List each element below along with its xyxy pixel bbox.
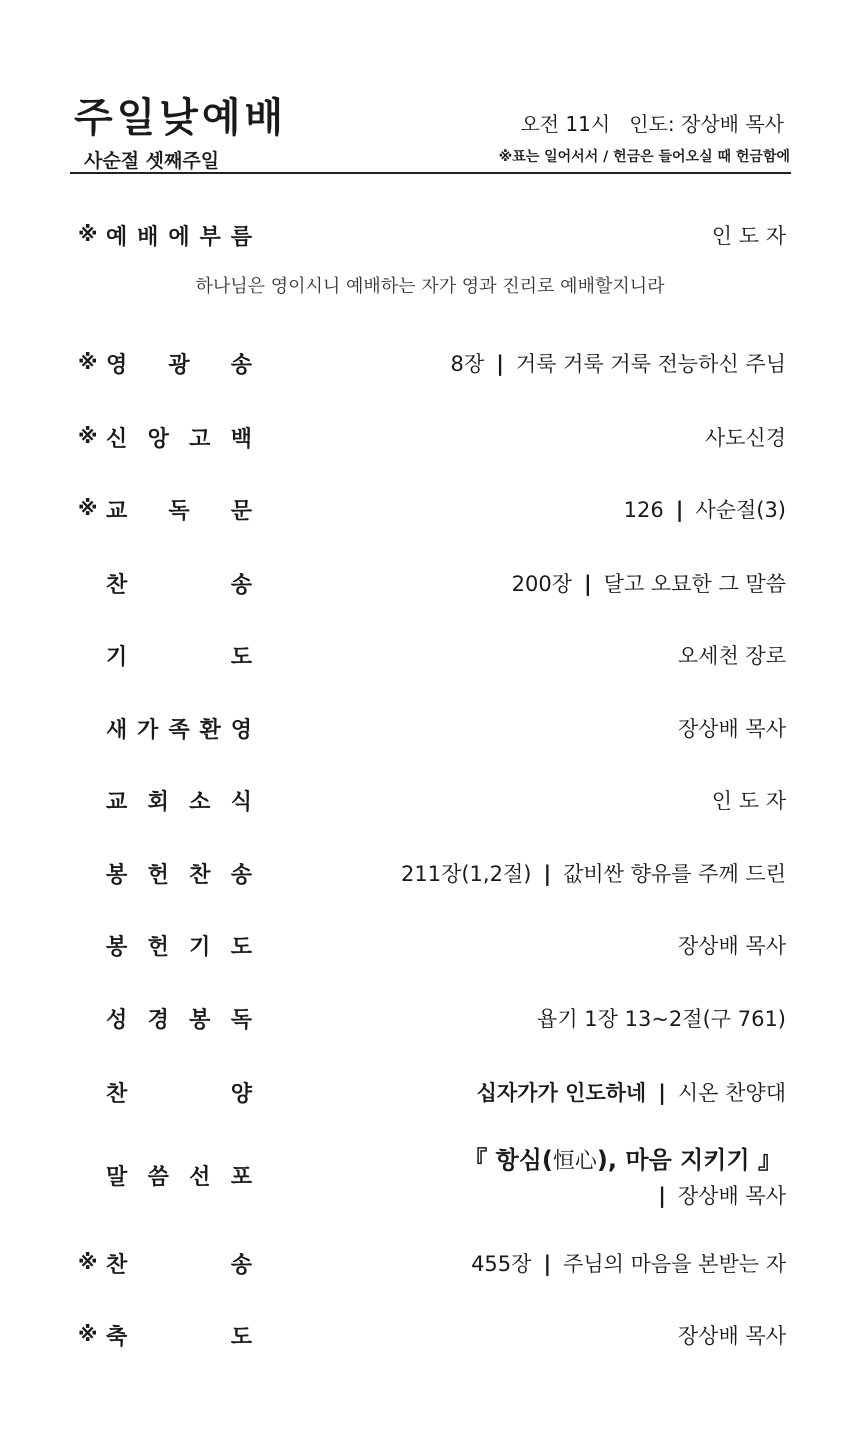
order-detail-text: 사순절(3) xyxy=(695,498,786,522)
order-label xyxy=(106,713,252,744)
order-label xyxy=(106,348,252,379)
separator: | xyxy=(675,498,684,522)
order-row xyxy=(0,997,860,1037)
order-label-char: 름 xyxy=(230,225,252,250)
order-label-char: 양 xyxy=(230,1082,252,1107)
separator: | xyxy=(658,1081,666,1105)
order-label-char: 선 xyxy=(189,1165,211,1190)
order-label xyxy=(106,220,252,251)
order-detail-text: 장상배 목사 xyxy=(677,934,786,958)
order-detail-number: 십자가가 인도하네 xyxy=(476,1081,647,1105)
separator: | xyxy=(496,352,504,376)
order-detail-text: 욥기 1장 13~2절(구 761) xyxy=(537,1007,786,1031)
order-label xyxy=(106,1248,252,1279)
order-detail xyxy=(401,858,786,888)
service-time-leader xyxy=(520,108,784,137)
order-label-char: 송 xyxy=(230,863,252,888)
order-label-char: 경 xyxy=(147,1008,169,1033)
service-subtitle: 사순절 셋째주일 xyxy=(84,150,220,172)
order-label-char: 기 xyxy=(189,935,211,960)
order-detail xyxy=(537,1003,786,1033)
order-row xyxy=(0,416,860,456)
standing-note: ※표는 일어서서 / 헌금은 들어오실 때 헌금함에 xyxy=(498,149,790,165)
order-label-char: 백 xyxy=(230,427,252,452)
separator: | xyxy=(543,862,552,886)
service-leader: 인도: 장상배 목사 xyxy=(629,112,784,136)
order-label-char: 예 xyxy=(106,225,128,250)
order-label-char: 헌 xyxy=(147,863,169,888)
order-label-char: 봉 xyxy=(106,935,128,960)
order-label-char: 찬 xyxy=(189,863,211,888)
order-detail xyxy=(451,348,786,378)
order-label-char: 광 xyxy=(168,353,190,378)
order-row xyxy=(0,707,860,747)
order-label-char: 축 xyxy=(106,1325,128,1350)
sermon-title-hanja: 恒心 xyxy=(552,1149,597,1174)
order-label-char: 송 xyxy=(230,573,252,598)
order-detail xyxy=(678,640,786,670)
order-label-char: 영 xyxy=(230,718,252,743)
order-row xyxy=(0,779,860,819)
order-label xyxy=(106,494,252,525)
order-label xyxy=(106,930,252,961)
order-detail-text: 거룩 거룩 거룩 전능하신 주님 xyxy=(515,352,786,376)
order-detail xyxy=(477,1077,786,1107)
order-detail-text: 장상배 목사 xyxy=(677,1324,786,1348)
header-divider xyxy=(70,172,791,174)
standing-mark: ※ xyxy=(78,1322,98,1346)
order-detail-text: 주님의 마음을 본받는 자 xyxy=(563,1252,786,1276)
order-label-char: 영 xyxy=(106,353,128,378)
separator: | xyxy=(543,1252,552,1276)
order-label-char: 족 xyxy=(168,718,190,743)
order-label-char: 포 xyxy=(230,1165,252,1190)
sermon-preacher-name: 장상배 목사 xyxy=(677,1184,786,1208)
order-label-char: 배 xyxy=(137,225,159,250)
order-label-char: 회 xyxy=(147,790,169,815)
order-detail-number: 455장 xyxy=(471,1252,532,1276)
order-label xyxy=(106,1077,252,1108)
order-detail-number: 8장 xyxy=(450,352,485,376)
order-label-char: 독 xyxy=(168,499,190,524)
order-detail-text: 값비싼 향유를 주께 드린 xyxy=(563,862,786,886)
order-row xyxy=(0,488,860,528)
order-detail-number: 200장 xyxy=(511,572,572,596)
sermon-preacher xyxy=(646,1180,786,1210)
standing-mark: ※ xyxy=(78,496,98,520)
order-label-char: 고 xyxy=(189,427,211,452)
order-detail xyxy=(624,494,786,524)
order-row xyxy=(0,1314,860,1354)
order-label xyxy=(106,1003,252,1034)
standing-mark: ※ xyxy=(78,350,98,374)
order-detail xyxy=(705,422,786,452)
order-label-char: 새 xyxy=(106,718,128,743)
order-row xyxy=(0,1071,860,1111)
order-row xyxy=(0,1242,860,1282)
order-label-char: 성 xyxy=(106,1008,128,1033)
order-label-char: 찬 xyxy=(106,1253,128,1278)
order-label-char: 봉 xyxy=(189,1008,211,1033)
service-title: 주일낮예배 xyxy=(74,95,288,141)
order-label-char: 식 xyxy=(230,790,252,815)
standing-mark: ※ xyxy=(78,424,98,448)
order-detail-number: 211장(1,2절) xyxy=(401,862,532,886)
order-label xyxy=(106,858,252,889)
order-detail xyxy=(678,930,786,960)
order-detail-text: 사도신경 xyxy=(704,426,786,450)
order-row xyxy=(0,214,860,254)
separator: | xyxy=(584,572,592,596)
order-label-char: 에 xyxy=(168,225,190,250)
order-label-char: 독 xyxy=(230,1008,252,1033)
order-label-char: 소 xyxy=(189,790,211,815)
order-label-char: 가 xyxy=(137,718,159,743)
order-label-char: 봉 xyxy=(106,863,128,888)
sermon-title-open: 『 항심( xyxy=(463,1146,553,1174)
order-label-char: 교 xyxy=(106,790,128,815)
order-row xyxy=(0,634,860,674)
order-label xyxy=(106,422,252,453)
call-to-worship-text: 하나님은 영이시니 예배하는 자가 영과 진리로 예배할지니라 xyxy=(195,276,665,297)
order-detail-text: 인 도 자 xyxy=(711,789,786,813)
order-label-char: 기 xyxy=(106,645,128,670)
order-label-char: 문 xyxy=(230,499,252,524)
order-label-char: 교 xyxy=(106,499,128,524)
order-label-char: 앙 xyxy=(147,427,169,452)
order-label xyxy=(106,1320,252,1351)
order-detail xyxy=(678,1320,786,1350)
order-label xyxy=(106,568,252,599)
order-label-char: 도 xyxy=(230,645,252,670)
sermon-title xyxy=(463,1140,782,1175)
order-label-char: 환 xyxy=(199,718,221,743)
order-row xyxy=(0,924,860,964)
order-label-char: 찬 xyxy=(106,573,128,598)
order-detail xyxy=(712,220,786,250)
order-label-char: 부 xyxy=(199,225,221,250)
order-detail xyxy=(678,713,786,743)
sermon-title-close: ), 마음 지키기 』 xyxy=(596,1146,782,1174)
order-label-char: 도 xyxy=(230,1325,252,1350)
order-row xyxy=(0,342,860,382)
order-label xyxy=(106,640,252,671)
order-label-char: 씀 xyxy=(147,1165,169,1190)
standing-mark: ※ xyxy=(78,1250,98,1274)
order-detail-text: 달고 오묘한 그 말씀 xyxy=(603,572,786,596)
order-label-char: 도 xyxy=(230,935,252,960)
service-time: 오전 11시 xyxy=(520,112,611,136)
order-label-char: 찬 xyxy=(106,1082,128,1107)
order-label-char: 송 xyxy=(230,353,252,378)
order-row xyxy=(0,852,860,892)
order-detail-text: 시온 찬양대 xyxy=(677,1081,786,1105)
order-detail xyxy=(712,785,786,815)
order-label-char: 헌 xyxy=(147,935,169,960)
separator: | xyxy=(658,1184,666,1208)
order-detail xyxy=(512,568,786,598)
order-detail-text: 인 도 자 xyxy=(711,224,786,248)
order-detail-number: 126 xyxy=(623,498,664,522)
order-label-char: 송 xyxy=(230,1253,252,1278)
order-detail xyxy=(471,1248,786,1278)
order-label xyxy=(106,1160,252,1191)
order-detail-text: 오세천 장로 xyxy=(677,644,786,668)
order-row xyxy=(0,562,860,602)
standing-mark: ※ xyxy=(78,222,98,246)
order-detail-text: 장상배 목사 xyxy=(677,717,786,741)
order-label-char: 신 xyxy=(106,427,128,452)
order-label-char: 말 xyxy=(106,1165,128,1190)
order-label xyxy=(106,785,252,816)
